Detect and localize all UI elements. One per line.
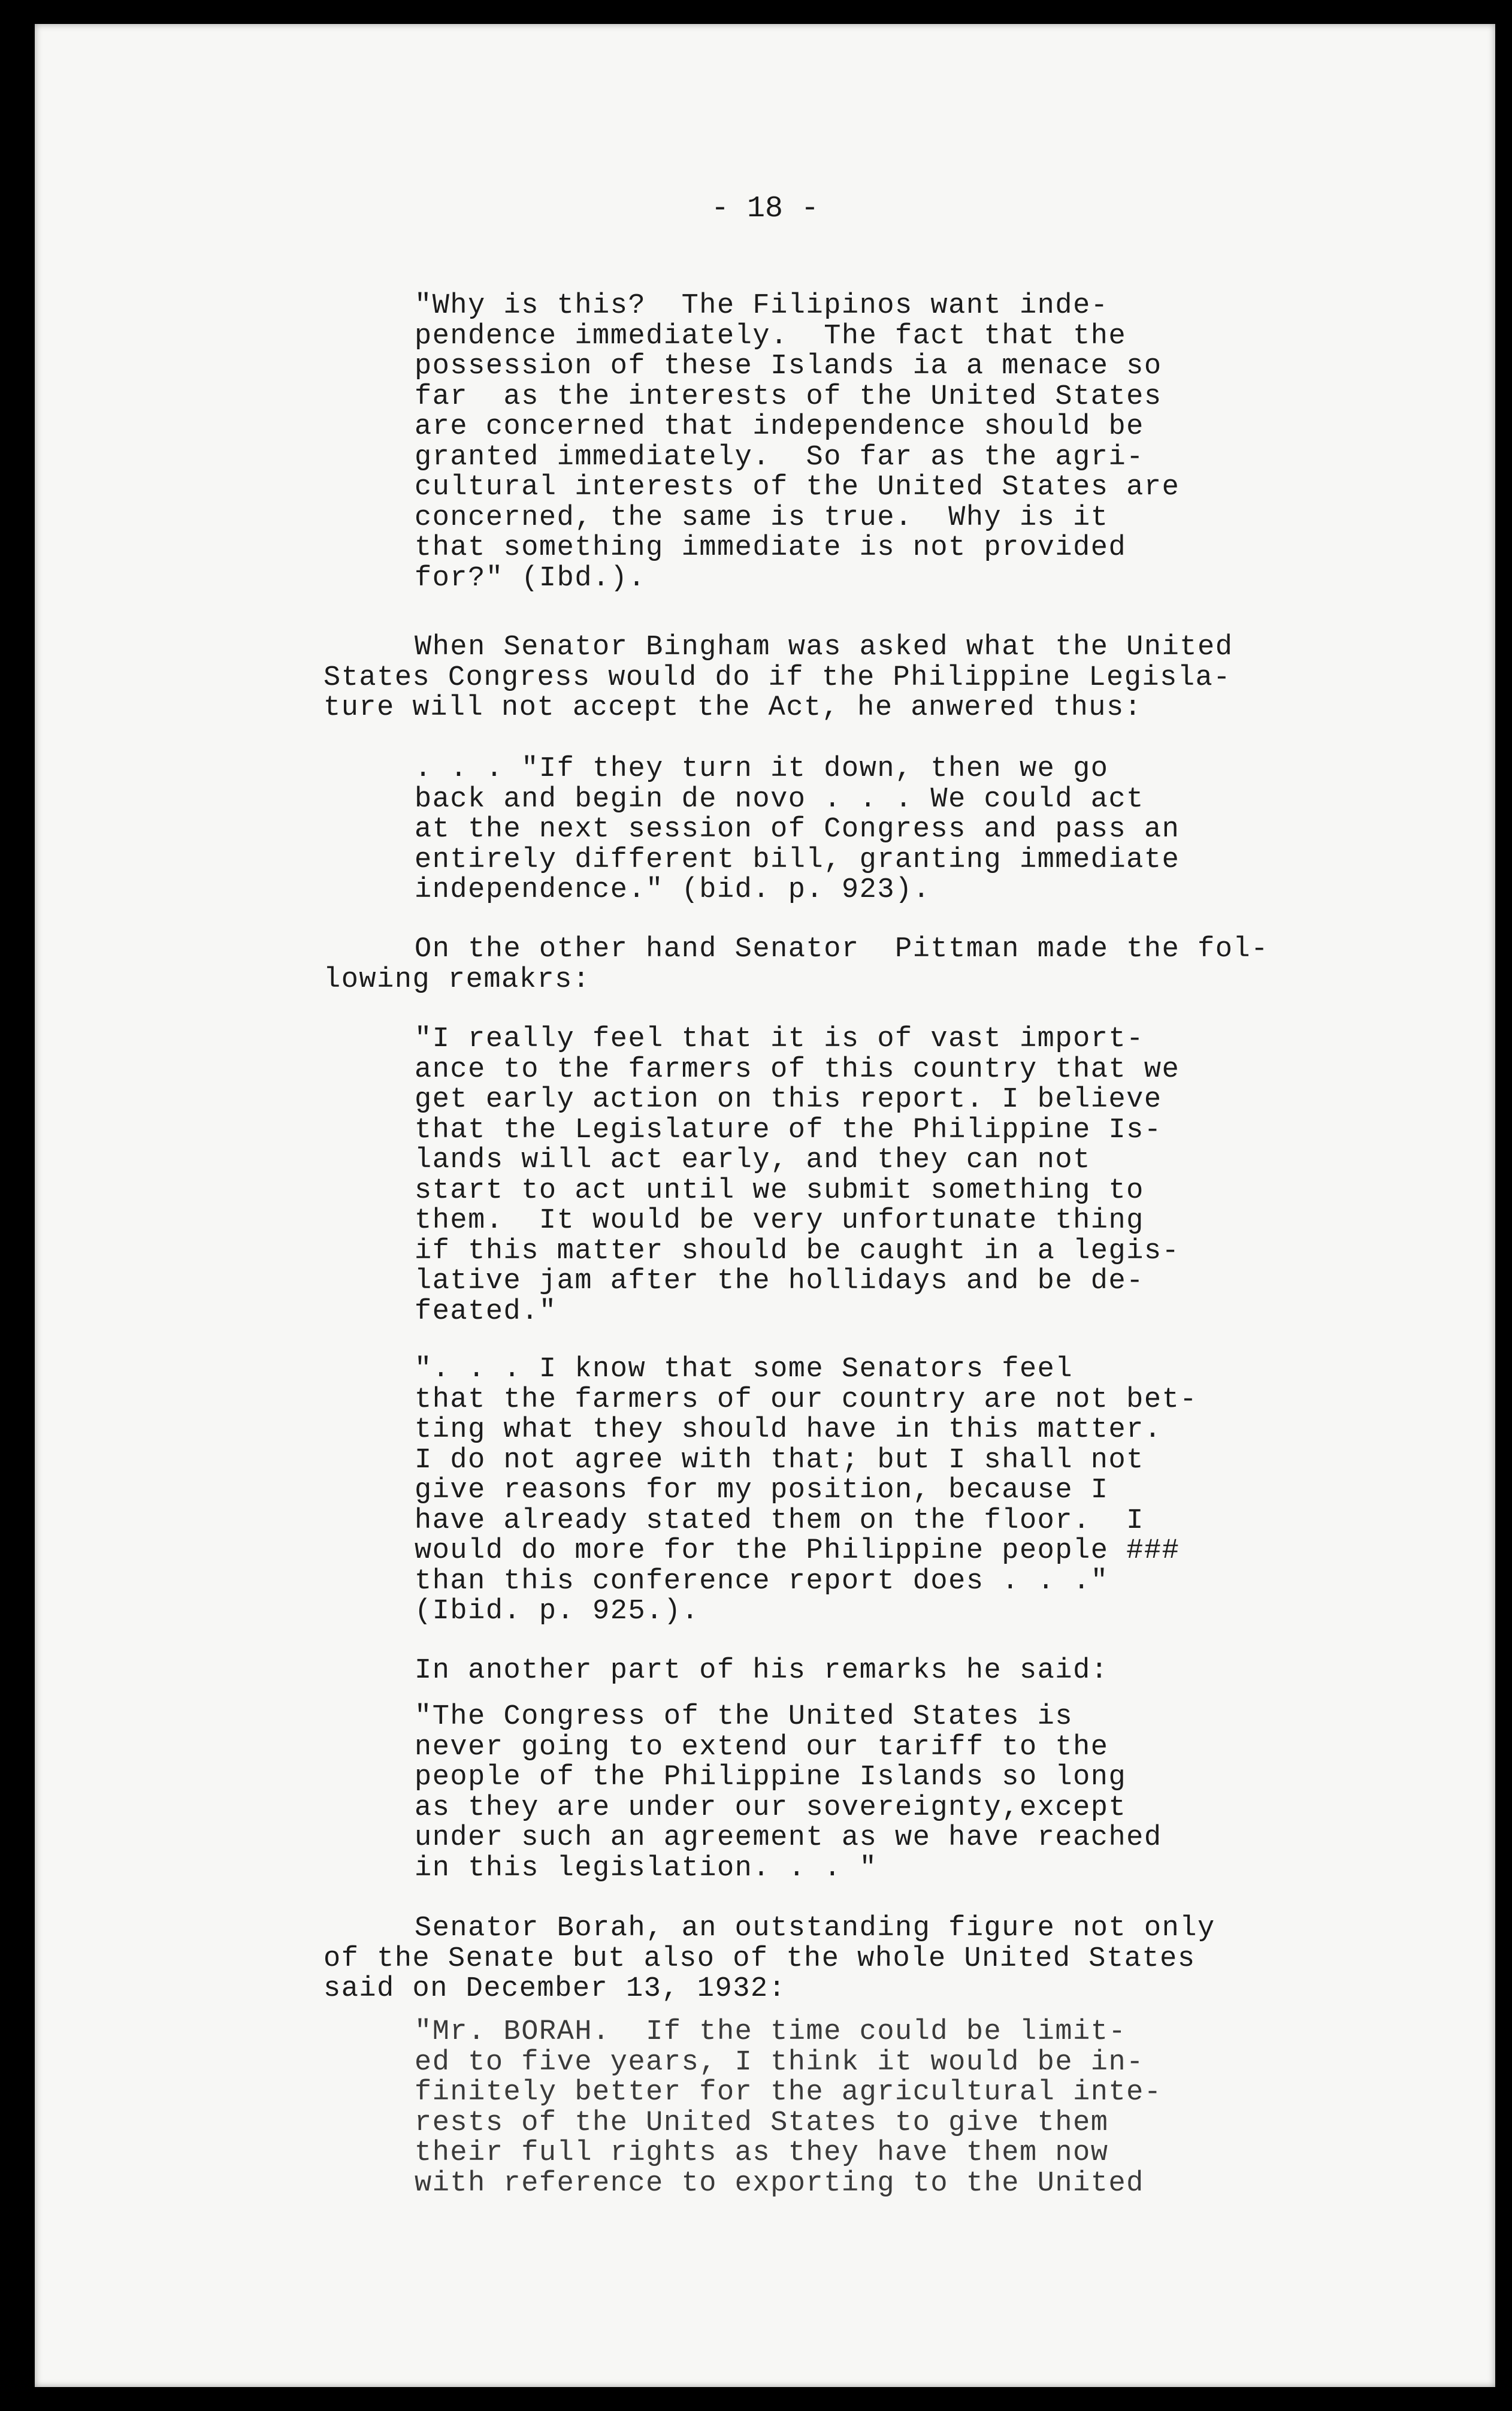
quote3-line: lands will act early, and they can not bbox=[415, 1144, 1091, 1176]
quote2-line: entirely different bill, granting immediate bbox=[415, 844, 1180, 876]
para4-line: Senator Borah, an outstanding figure not only bbox=[415, 1913, 1215, 1944]
quote2-line: . . . "If they turn it down, then we go bbox=[415, 753, 1109, 785]
quote2-line: at the next session of Congress and pass an bbox=[415, 814, 1180, 845]
quote-pittman-vast-importance bbox=[415, 1025, 1180, 1327]
quote1-line: pendence immediately. The fact that the bbox=[415, 320, 1127, 352]
quote5-line: "The Congress of the United States is bbox=[415, 1701, 1073, 1733]
para2-line: On the other hand Senator Pittman made the fol- bbox=[415, 933, 1269, 965]
document-page bbox=[35, 24, 1495, 2387]
quote4-line: (Ibid. p. 925.). bbox=[415, 1596, 700, 1627]
quote3-line: feated." bbox=[415, 1295, 557, 1328]
paragraph-borah bbox=[323, 1914, 1215, 2005]
quote-pittman-some-senators bbox=[415, 1355, 1197, 1627]
quote5-line: people of the Philippine Islands so long bbox=[415, 1762, 1127, 1793]
quote4-line: ". . . I know that some Senators feel bbox=[415, 1353, 1073, 1385]
quote4-line: I do not agree with that; but I shall not bbox=[415, 1444, 1144, 1476]
quote6-line: ed to five years, I think it would be in- bbox=[415, 2046, 1144, 2078]
para1-line: ture will not accept the Act, he anwered thus: bbox=[323, 692, 1142, 724]
quote3-line: get early action on this report. I believe bbox=[415, 1084, 1162, 1116]
quote3-line: ance to the farmers of this country that we bbox=[415, 1053, 1180, 1086]
quote1-line: for?" (Ibd.). bbox=[415, 562, 646, 594]
para1-line: States Congress would do if the Philippine Legisla- bbox=[323, 661, 1231, 694]
quote2-line: back and begin de novo . . . We could act bbox=[415, 783, 1144, 815]
quote-borah bbox=[415, 2017, 1162, 2199]
quote1-line: possession of these Islands ia a menace so bbox=[415, 351, 1162, 382]
quote3-line: lative jam after the hollidays and be de- bbox=[415, 1265, 1144, 1297]
quote4-line: would do more for the Philippine people ### bbox=[415, 1535, 1180, 1567]
paragraph-pittman bbox=[323, 935, 1269, 995]
quote5-line: in this legislation. . . " bbox=[415, 1852, 878, 1884]
quote6-line: their full rights as they have them now bbox=[415, 2137, 1109, 2169]
quote1-line: concerned, the same is true. Why is it bbox=[415, 501, 1109, 534]
quote-why-is-this bbox=[415, 291, 1180, 594]
quote1-line: granted immediately. So far as the agri- bbox=[415, 441, 1144, 473]
quote1-line: "Why is this? The Filipinos want inde- bbox=[415, 290, 1109, 322]
quote4-line: have already stated them on the floor. I bbox=[415, 1504, 1144, 1537]
quote1-line: far as the interests of the United States bbox=[415, 380, 1162, 413]
quote2-line: independence." (bid. p. 923). bbox=[415, 874, 931, 906]
quote6-line: finitely better for the agricultural inte- bbox=[415, 2077, 1162, 2108]
quote3-line: them. It would be very unfortunate thing bbox=[415, 1205, 1144, 1237]
quote6-line: with reference to exporting to the United bbox=[415, 2167, 1144, 2199]
quote3-line: start to act until we submit something to bbox=[415, 1174, 1144, 1207]
quote1-line: cultural interests of the United States are bbox=[415, 472, 1180, 503]
quote1-line: are concerned that independence should be bbox=[415, 411, 1144, 443]
quote4-line: give reasons for my position, because I bbox=[415, 1475, 1109, 1506]
quote3-line: if this matter should be caught in a legis- bbox=[415, 1235, 1180, 1267]
para4-line: said on December 13, 1932: bbox=[323, 1973, 787, 2005]
quote5-line: never going to extend our tariff to the bbox=[415, 1731, 1109, 1763]
paragraph-bingham bbox=[323, 633, 1233, 724]
para2-line: lowing remakrs: bbox=[323, 963, 591, 996]
quote3-line: that the Legislature of the Philippine Is- bbox=[415, 1114, 1162, 1146]
para3-line: In another part of his remarks he said: bbox=[415, 1655, 1109, 1687]
quote1-line: that something immediate is not provided bbox=[415, 532, 1127, 564]
paragraph-another-part bbox=[323, 1656, 1108, 1687]
quote6-line: "Mr. BORAH. If the time could be limit- bbox=[415, 2016, 1127, 2048]
quote5-line: under such an agreement as we have reached bbox=[415, 1822, 1162, 1854]
quote4-line: that the farmers of our country are not bet- bbox=[415, 1383, 1198, 1416]
page-number: - 18 - bbox=[710, 192, 819, 226]
quote3-line: "I really feel that it is of vast import- bbox=[415, 1023, 1144, 1055]
quote6-line: rests of the United States to give them bbox=[415, 2107, 1109, 2139]
para1-line: When Senator Bingham was asked what the United bbox=[415, 632, 1233, 663]
quote5-line: as they are under our sovereignty,except bbox=[415, 1791, 1127, 1824]
quote-congress-tariff bbox=[415, 1702, 1162, 1884]
quote4-line: ting what they should have in this matter. bbox=[415, 1414, 1162, 1446]
quote4-line: than this conference report does . . ." bbox=[415, 1565, 1109, 1597]
quote-turn-it-down bbox=[415, 754, 1180, 906]
para4-line: of the Senate but also of the whole United States bbox=[323, 1942, 1196, 1975]
